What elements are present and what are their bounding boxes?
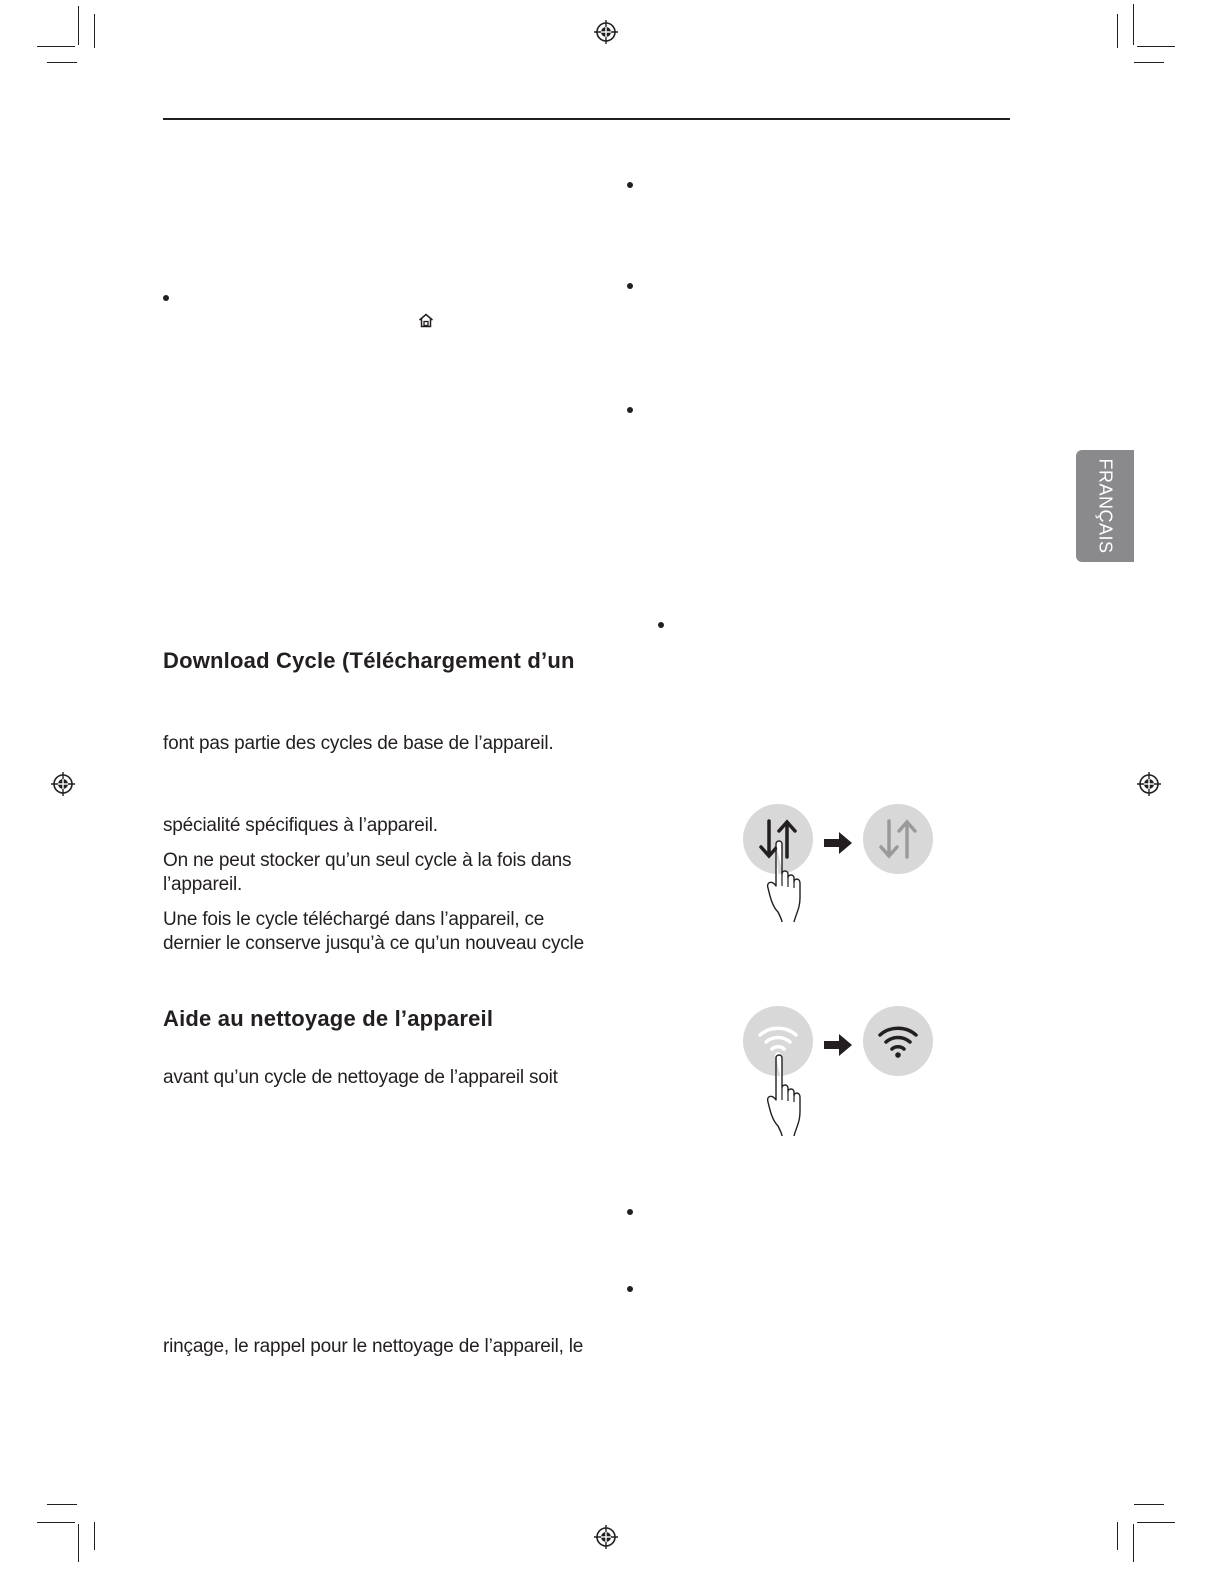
- body-text-line: l’appareil.: [163, 874, 243, 895]
- body-text-line: spécialité spécifiques à l’appareil.: [163, 815, 438, 836]
- registration-mark-icon: [51, 772, 75, 796]
- remote-start-button-active: [863, 804, 933, 874]
- registration-mark-icon: [594, 20, 618, 44]
- registration-mark-icon: [1137, 772, 1161, 796]
- body-text-line: font pas partie des cycles de base de l’appareil.: [163, 733, 554, 754]
- body-text-line: avant qu’un cycle de nettoyage de l’appareil soit: [163, 1067, 558, 1088]
- body-text-line: rinçage, le rappel pour le nettoyage de l’appareil, le: [163, 1336, 584, 1357]
- bullet: [627, 182, 633, 188]
- wifi-icon: [863, 1006, 933, 1076]
- right-arrow-icon: [824, 832, 852, 854]
- body-text-line: dernier le conserve jusqu’à ce qu’un nouveau cycle: [163, 933, 584, 954]
- pointing-hand-icon: [764, 1054, 808, 1138]
- home-icon: [418, 313, 434, 333]
- bullet: [627, 1286, 633, 1292]
- registration-mark-icon: [594, 1525, 618, 1549]
- remote-start-icon: [863, 804, 933, 874]
- bullet: [627, 283, 633, 289]
- bullet: [658, 622, 664, 628]
- bullet: [627, 1209, 633, 1215]
- pointing-hand-icon: [764, 840, 808, 924]
- bullet: [627, 407, 633, 413]
- header-rule: [163, 118, 1010, 120]
- language-tab-label: FRANÇAIS: [1095, 458, 1116, 554]
- body-text-line: Une fois le cycle téléchargé dans l’appareil, ce: [163, 909, 545, 930]
- wifi-button-active: [863, 1006, 933, 1076]
- bullet: [163, 295, 169, 301]
- section-heading-cleaning-aid: Aide au nettoyage de l’appareil: [163, 1006, 494, 1031]
- body-text-line: On ne peut stocker qu’un seul cycle à la fois dans: [163, 850, 572, 871]
- right-arrow-icon: [824, 1034, 852, 1056]
- language-tab: [1076, 450, 1134, 562]
- section-heading-download-cycle: Download Cycle (Téléchargement d’un: [163, 648, 575, 673]
